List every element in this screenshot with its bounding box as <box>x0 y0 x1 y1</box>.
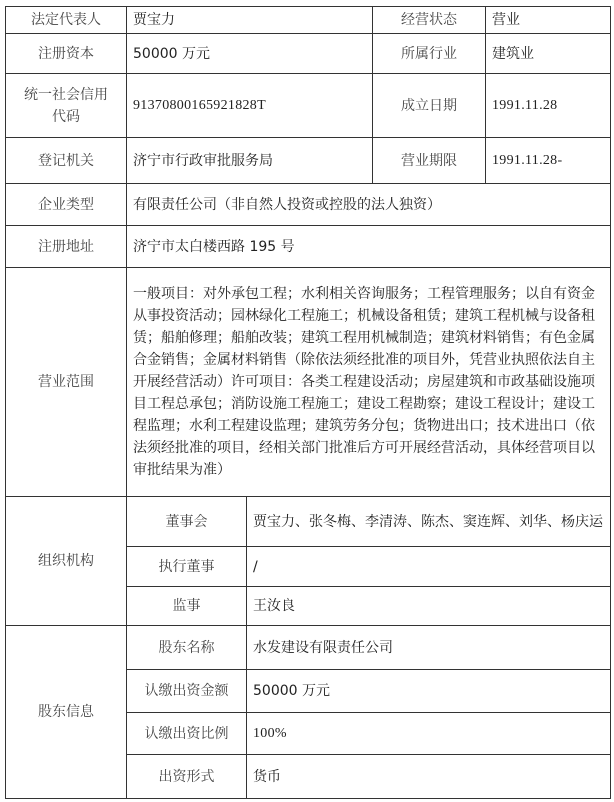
capital-value: 50000 万元 <box>127 34 373 74</box>
address-value: 济宁市太白楼西路 195 号 <box>127 226 611 268</box>
legal-rep-value: 贾宝力 <box>127 7 373 34</box>
credit-code-label: 统一社会信用代码 <box>6 74 127 138</box>
founded-label: 成立日期 <box>373 74 486 138</box>
sh-form-value: 货币 <box>247 755 611 799</box>
exec-label: 执行董事 <box>127 547 247 587</box>
sh-form-label: 出资形式 <box>127 755 247 799</box>
address-label: 注册地址 <box>6 226 127 268</box>
sh-ratio-label: 认缴出资比例 <box>127 713 247 755</box>
supervisor-value: 王汝良 <box>247 587 611 626</box>
row-sh-name <box>6 626 611 670</box>
company-info-table <box>5 6 611 799</box>
row-address <box>6 226 611 268</box>
row-legal-rep <box>6 7 611 34</box>
exec-value: / <box>247 547 611 587</box>
board-label: 董事会 <box>127 497 247 547</box>
legal-rep-label: 法定代表人 <box>6 7 127 34</box>
org-label: 组织机构 <box>6 497 127 626</box>
capital-label: 注册资本 <box>6 34 127 74</box>
row-credit-code <box>6 74 611 138</box>
sh-amount-value: 50000 万元 <box>247 670 611 713</box>
sh-name-label: 股东名称 <box>127 626 247 670</box>
scope-value: 一般项目：对外承包工程；水利相关咨询服务；工程管理服务；以自有资金从事投资活动；园林绿化工程施工；机械设备租赁；建筑工程机械与设备租赁；船舶修理；船舶改装；建筑工程用机械制造；建筑材料销售；有色金属合金销售；金属材料销售（除依法须经批准的项目外，凭营业执照依法自主开展经营活动）许可项目：各类工程建设活动；房屋建筑和市政基础设施项目工程总承包；消防设施工程施工；建设工程勘察；建设工程设计；建设工程监理；水利工程建设监理；建筑劳务分包；货物进出口；技术进出口（依法须经批准的项目，经相关部门批准后方可开展经营活动，具体经营项目以审批结果为准） <box>127 268 611 497</box>
term-value: 1991.11.28- <box>486 138 611 184</box>
authority-value: 济宁市行政审批服务局 <box>127 138 373 184</box>
industry-value: 建筑业 <box>486 34 611 74</box>
industry-label: 所属行业 <box>373 34 486 74</box>
supervisor-label: 监事 <box>127 587 247 626</box>
row-scope <box>6 268 611 497</box>
scope-label: 营业范围 <box>6 268 127 497</box>
row-capital <box>6 34 611 74</box>
row-authority <box>6 138 611 184</box>
row-board <box>6 497 611 547</box>
credit-code-value: 91370800165921828T <box>127 74 373 138</box>
status-label: 经营状态 <box>373 7 486 34</box>
founded-value: 1991.11.28 <box>486 74 611 138</box>
sh-name-value: 水发建设有限责任公司 <box>247 626 611 670</box>
board-value: 贾宝力、张冬梅、李清涛、陈杰、窦连辉、刘华、杨庆运 <box>247 497 611 547</box>
type-label: 企业类型 <box>6 184 127 226</box>
status-value: 营业 <box>486 7 611 34</box>
authority-label: 登记机关 <box>6 138 127 184</box>
row-type <box>6 184 611 226</box>
term-label: 营业期限 <box>373 138 486 184</box>
type-value: 有限责任公司（非自然人投资或控股的法人独资） <box>127 184 611 226</box>
shareholder-label: 股东信息 <box>6 626 127 799</box>
sh-ratio-value: 100% <box>247 713 611 755</box>
sh-amount-label: 认缴出资金额 <box>127 670 247 713</box>
